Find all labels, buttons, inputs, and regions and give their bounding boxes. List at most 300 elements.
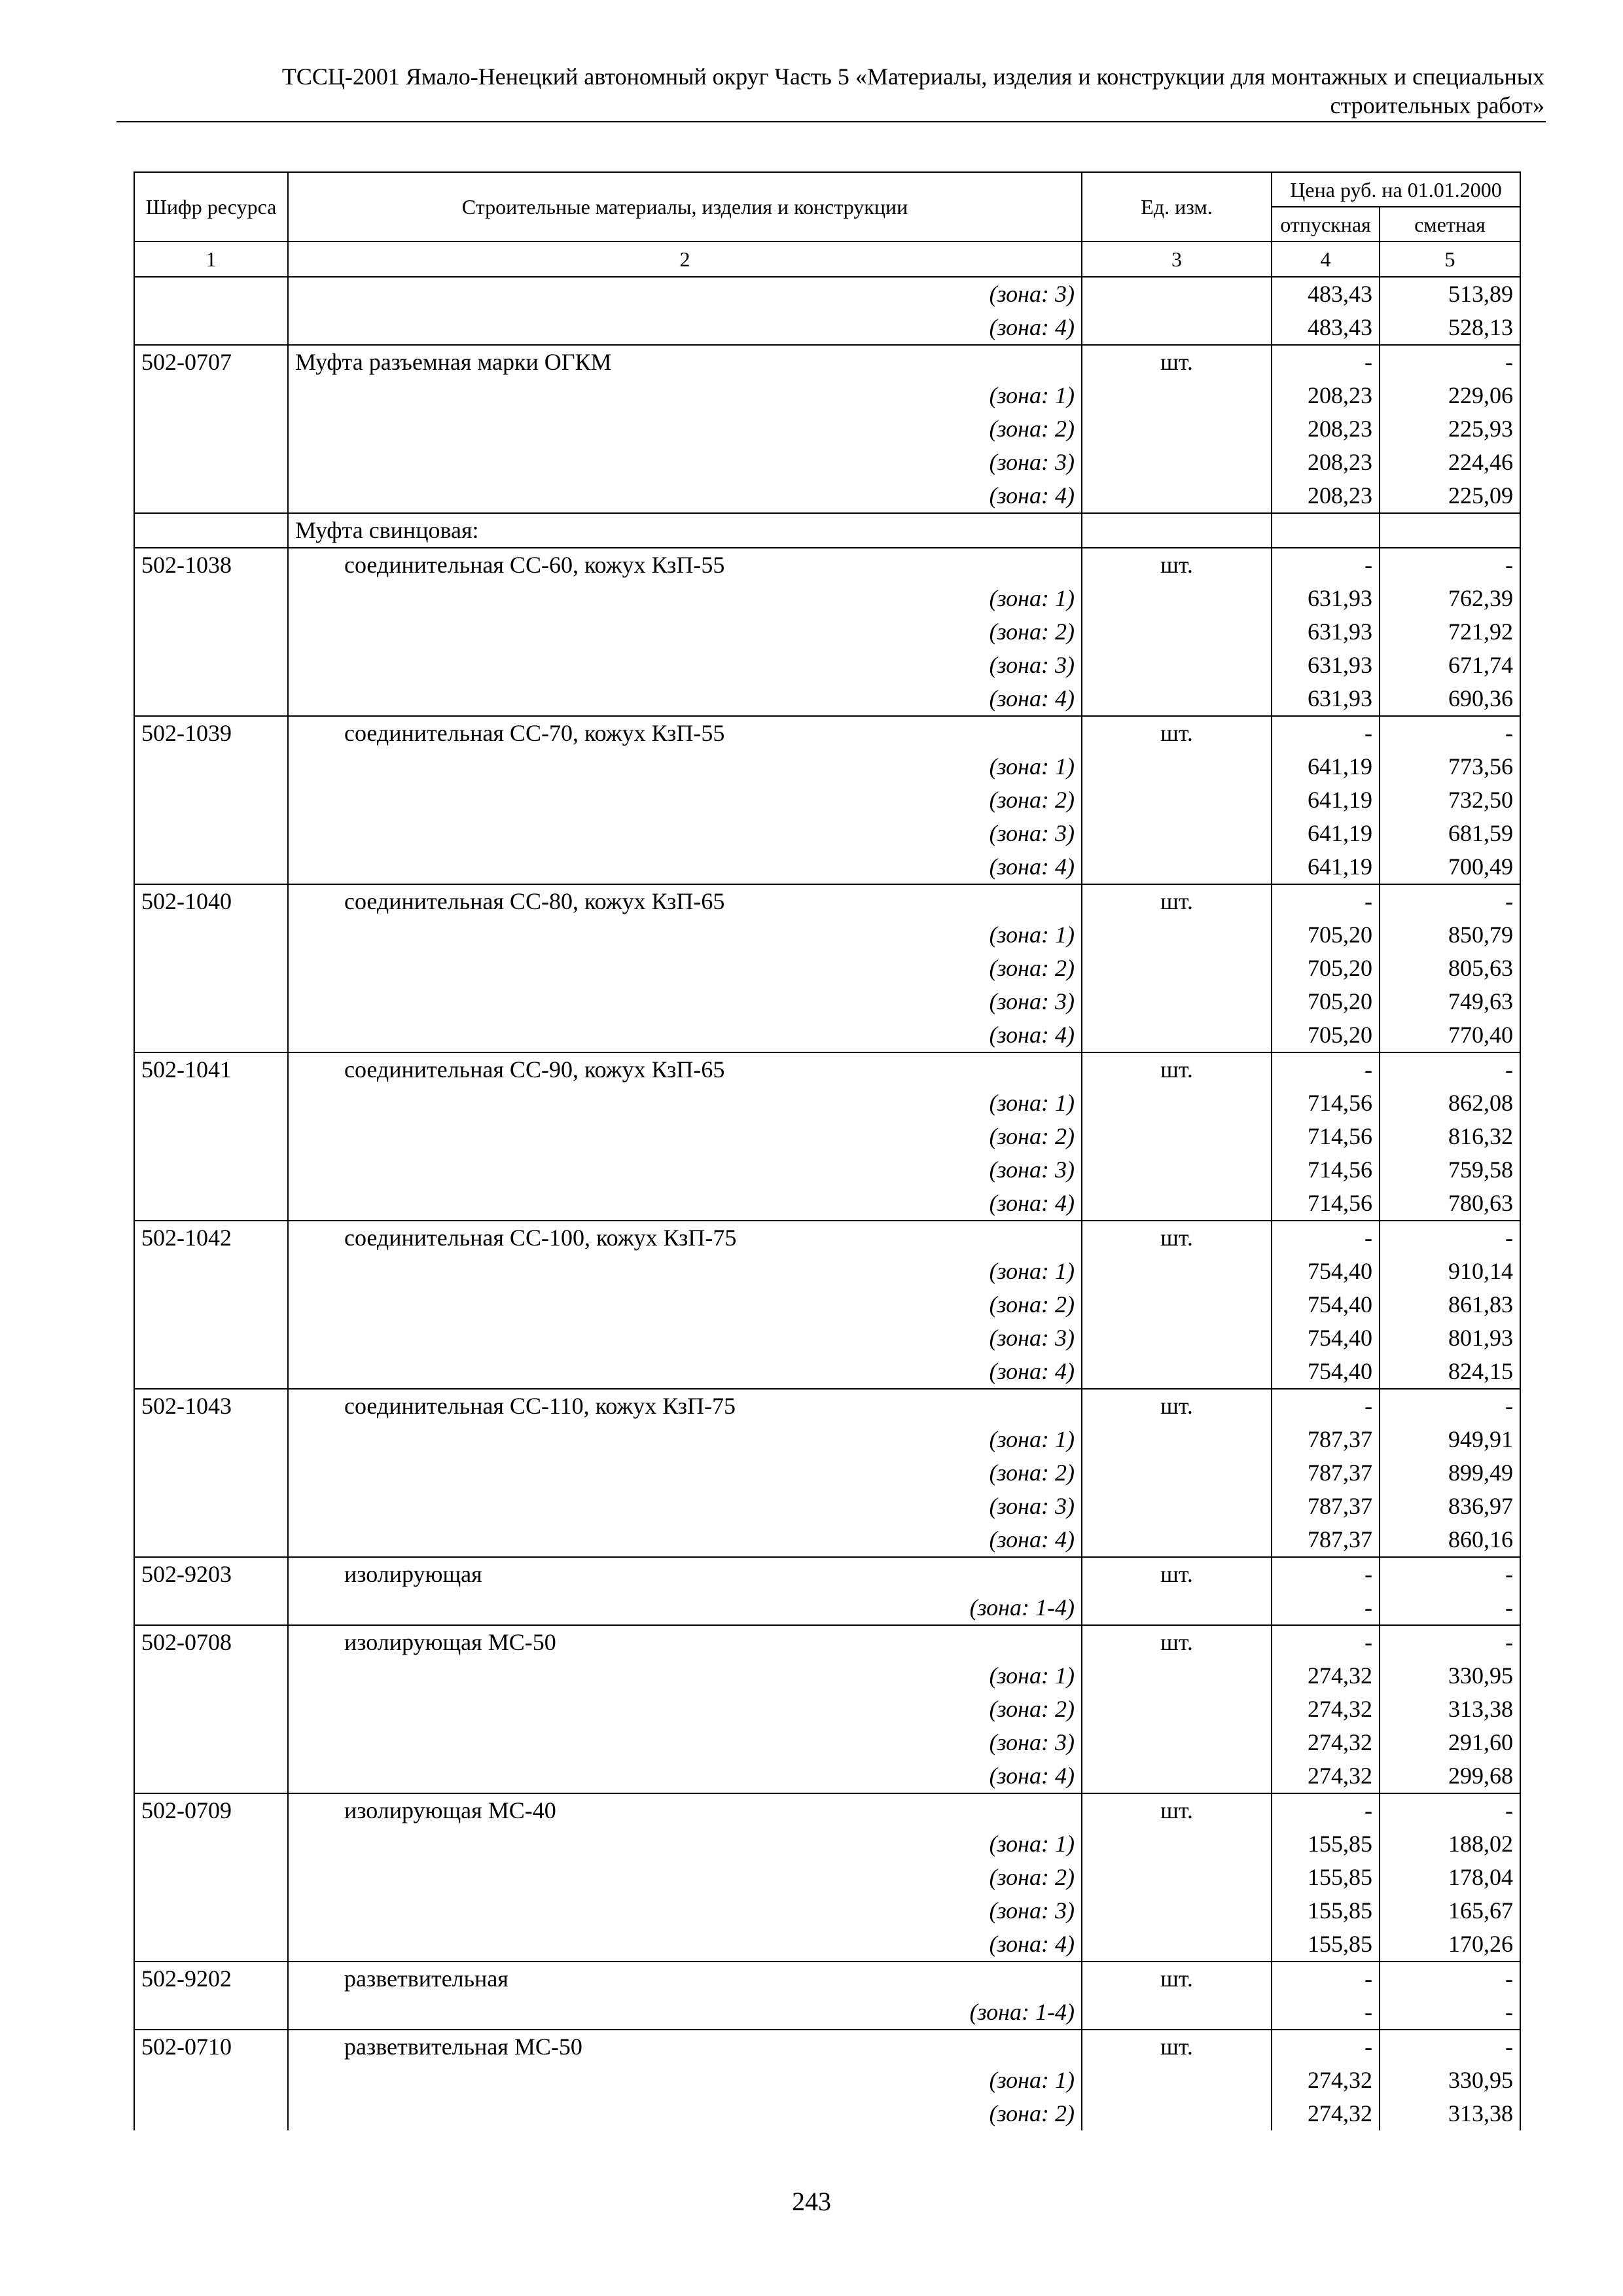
resource-code-cell	[134, 1861, 288, 1894]
release-price-cell: 714,56	[1272, 1187, 1380, 1221]
table-row	[134, 985, 1520, 1018]
unit-cell: шт.	[1082, 1389, 1272, 1423]
material-name-cell: соединительная СС-100, кожух КзП-75	[288, 1221, 1082, 1255]
unit-cell	[1082, 1861, 1272, 1894]
unit-cell	[1082, 2064, 1272, 2097]
material-name-cell: (зона: 1-4)	[288, 1591, 1082, 1625]
material-name-cell: (зона: 3)	[288, 446, 1082, 479]
material-name-cell: (зона: 1)	[288, 1255, 1082, 1288]
estimate-price-cell: -	[1380, 1221, 1520, 1255]
unit-cell: шт.	[1082, 548, 1272, 582]
unit-cell	[1082, 479, 1272, 513]
release-price-cell: 705,20	[1272, 918, 1380, 952]
unit-cell	[1082, 985, 1272, 1018]
release-price-cell: 705,20	[1272, 985, 1380, 1018]
release-price-cell: 274,32	[1272, 2097, 1380, 2130]
release-price-cell: 641,19	[1272, 850, 1380, 884]
table-row	[134, 1086, 1520, 1120]
unit-cell	[1082, 850, 1272, 884]
resource-code-cell: 502-1043	[134, 1389, 288, 1423]
estimate-price-cell: 860,16	[1380, 1523, 1520, 1557]
unit-cell	[1082, 2097, 1272, 2130]
resource-code-cell	[134, 750, 288, 783]
estimate-price-cell: 330,95	[1380, 2064, 1520, 2097]
release-price-cell: 208,23	[1272, 379, 1380, 412]
release-price-cell: 714,56	[1272, 1153, 1380, 1187]
table-row	[134, 1456, 1520, 1490]
resource-code-cell	[134, 1187, 288, 1221]
table-row	[134, 952, 1520, 985]
material-name-cell: (зона: 4)	[288, 1523, 1082, 1557]
resource-code-cell	[134, 649, 288, 682]
estimate-price-cell: -	[1380, 1962, 1520, 1996]
header-estimate-price: сметная	[1380, 207, 1520, 242]
resource-code-cell: 502-0707	[134, 345, 288, 379]
table-row	[134, 1861, 1520, 1894]
table-row	[134, 2097, 1520, 2130]
material-name-cell: (зона: 1)	[288, 918, 1082, 952]
unit-cell	[1082, 649, 1272, 682]
resource-code-cell	[134, 1321, 288, 1355]
resource-code-cell	[134, 952, 288, 985]
estimate-price-cell: 671,74	[1380, 649, 1520, 682]
material-name-cell: изолирующая МС-40	[288, 1793, 1082, 1827]
resource-code-cell	[134, 1523, 288, 1557]
estimate-price-cell: 165,67	[1380, 1894, 1520, 1928]
estimate-price-cell: 805,63	[1380, 952, 1520, 985]
material-name-cell: (зона: 2)	[288, 1861, 1082, 1894]
material-name-cell: (зона: 2)	[288, 952, 1082, 985]
release-price-cell: 274,32	[1272, 1726, 1380, 1759]
estimate-price-cell: 824,15	[1380, 1355, 1520, 1389]
estimate-price-cell: 330,95	[1380, 1659, 1520, 1693]
table-body	[134, 277, 1520, 2130]
release-price-cell: -	[1272, 548, 1380, 582]
table-row	[134, 379, 1520, 412]
resource-code-cell	[134, 615, 288, 649]
unit-cell	[1082, 817, 1272, 850]
material-name-cell: (зона: 4)	[288, 1018, 1082, 1052]
resource-code-cell	[134, 985, 288, 1018]
release-price-cell: 714,56	[1272, 1120, 1380, 1153]
resource-code-cell	[134, 1894, 288, 1928]
release-price-cell: 631,93	[1272, 649, 1380, 682]
material-name-cell: (зона: 4)	[288, 850, 1082, 884]
resource-code-cell	[134, 2064, 288, 2097]
table-row	[134, 1221, 1520, 1255]
resource-code-cell	[134, 446, 288, 479]
unit-cell: шт.	[1082, 2030, 1272, 2064]
release-price-cell: 274,32	[1272, 1659, 1380, 1693]
table-row	[134, 1288, 1520, 1321]
unit-cell	[1082, 1928, 1272, 1962]
unit-cell: шт.	[1082, 1052, 1272, 1086]
estimate-price-cell	[1380, 513, 1520, 548]
estimate-price-cell: 770,40	[1380, 1018, 1520, 1052]
estimate-price-cell: 291,60	[1380, 1726, 1520, 1759]
table-row	[134, 1591, 1520, 1625]
estimate-price-cell: 862,08	[1380, 1086, 1520, 1120]
unit-cell	[1082, 1693, 1272, 1726]
table-row	[134, 1996, 1520, 2030]
header-unit: Ед. изм.	[1082, 172, 1272, 242]
release-price-cell: 754,40	[1272, 1288, 1380, 1321]
estimate-price-cell: 721,92	[1380, 615, 1520, 649]
material-name-cell: (зона: 3)	[288, 649, 1082, 682]
resource-code-cell	[134, 582, 288, 615]
material-name-cell: (зона: 1)	[288, 1659, 1082, 1693]
table-row	[134, 1894, 1520, 1928]
table-row	[134, 716, 1520, 750]
estimate-price-cell: 229,06	[1380, 379, 1520, 412]
table-row	[134, 1355, 1520, 1389]
unit-cell: шт.	[1082, 1793, 1272, 1827]
table-row	[134, 513, 1520, 548]
material-name-cell: (зона: 3)	[288, 1894, 1082, 1928]
release-price-cell: 705,20	[1272, 952, 1380, 985]
resource-code-cell	[134, 379, 288, 412]
table-row	[134, 1120, 1520, 1153]
estimate-price-cell: -	[1380, 1052, 1520, 1086]
estimate-price-cell: 836,97	[1380, 1490, 1520, 1523]
header-rule	[116, 121, 1546, 122]
release-price-cell: 787,37	[1272, 1523, 1380, 1557]
resource-code-cell	[134, 2097, 288, 2130]
unit-cell	[1082, 1423, 1272, 1456]
estimate-price-cell: 225,09	[1380, 479, 1520, 513]
material-name-cell: соединительная СС-70, кожух КзП-55	[288, 716, 1082, 750]
release-price-cell: 705,20	[1272, 1018, 1380, 1052]
estimate-price-cell: 681,59	[1380, 817, 1520, 850]
table-row	[134, 783, 1520, 817]
material-name-cell: (зона: 1)	[288, 750, 1082, 783]
estimate-price-cell: 773,56	[1380, 750, 1520, 783]
unit-cell	[1082, 952, 1272, 985]
estimate-price-cell: 861,83	[1380, 1288, 1520, 1321]
resource-code-cell	[134, 1726, 288, 1759]
material-name-cell: соединительная СС-110, кожух КзП-75	[288, 1389, 1082, 1423]
resource-code-cell	[134, 1423, 288, 1456]
unit-cell	[1082, 1288, 1272, 1321]
release-price-cell: -	[1272, 1793, 1380, 1827]
material-name-cell: соединительная СС-60, кожух КзП-55	[288, 548, 1082, 582]
resource-code-cell	[134, 479, 288, 513]
table-row	[134, 1321, 1520, 1355]
estimate-price-cell: 170,26	[1380, 1928, 1520, 1962]
resource-code-cell	[134, 850, 288, 884]
resource-code-cell: 502-1040	[134, 884, 288, 918]
material-name-cell: (зона: 1)	[288, 379, 1082, 412]
release-price-cell: 754,40	[1272, 1355, 1380, 1389]
table-row	[134, 1052, 1520, 1086]
estimate-price-cell: -	[1380, 716, 1520, 750]
unit-cell: шт.	[1082, 1625, 1272, 1659]
header-name: Строительные материалы, изделия и конструкции	[288, 172, 1082, 242]
material-name-cell: (зона: 4)	[288, 1355, 1082, 1389]
release-price-cell: 631,93	[1272, 582, 1380, 615]
unit-cell	[1082, 918, 1272, 952]
table-row	[134, 2064, 1520, 2097]
estimate-price-cell: 780,63	[1380, 1187, 1520, 1221]
unit-cell	[1082, 1659, 1272, 1693]
resource-code-cell: 502-0709	[134, 1793, 288, 1827]
resource-code-cell	[134, 277, 288, 311]
estimate-price-cell: 690,36	[1380, 682, 1520, 716]
resource-code-cell: 502-1042	[134, 1221, 288, 1255]
release-price-cell: 787,37	[1272, 1456, 1380, 1490]
estimate-price-cell: -	[1380, 884, 1520, 918]
price-table	[134, 171, 1521, 2130]
resource-code-cell: 502-0710	[134, 2030, 288, 2064]
release-price-cell: 155,85	[1272, 1928, 1380, 1962]
material-name-cell: (зона: 4)	[288, 311, 1082, 345]
unit-cell	[1082, 1255, 1272, 1288]
table-row	[134, 1659, 1520, 1693]
material-name-cell: (зона: 3)	[288, 1490, 1082, 1523]
release-price-cell: -	[1272, 345, 1380, 379]
release-price-cell: 155,85	[1272, 1894, 1380, 1928]
estimate-price-cell: -	[1380, 1389, 1520, 1423]
material-name-cell: разветвительная МС-50	[288, 2030, 1082, 2064]
estimate-price-cell: 528,13	[1380, 311, 1520, 345]
unit-cell	[1082, 750, 1272, 783]
material-name-cell: (зона: 1)	[288, 582, 1082, 615]
resource-code-cell	[134, 817, 288, 850]
resource-code-cell: 502-9203	[134, 1557, 288, 1591]
estimate-price-cell: -	[1380, 1996, 1520, 2030]
material-name-cell: (зона: 3)	[288, 1153, 1082, 1187]
release-price-cell: 155,85	[1272, 1827, 1380, 1861]
estimate-price-cell: 224,46	[1380, 446, 1520, 479]
material-name-cell: (зона: 3)	[288, 1321, 1082, 1355]
unit-cell	[1082, 783, 1272, 817]
column-number: 4	[1272, 242, 1380, 277]
unit-cell	[1082, 1996, 1272, 2030]
resource-code-cell	[134, 1288, 288, 1321]
table-row	[134, 345, 1520, 379]
unit-cell	[1082, 379, 1272, 412]
table-row	[134, 1153, 1520, 1187]
resource-code-cell	[134, 513, 288, 548]
table-row	[134, 1625, 1520, 1659]
estimate-price-cell: 949,91	[1380, 1423, 1520, 1456]
table-row	[134, 1389, 1520, 1423]
header-line-2: строительных работ»	[1330, 92, 1544, 118]
estimate-price-cell: -	[1380, 2030, 1520, 2064]
unit-cell	[1082, 615, 1272, 649]
estimate-price-cell: 188,02	[1380, 1827, 1520, 1861]
estimate-price-cell: 225,93	[1380, 412, 1520, 446]
estimate-price-cell: 313,38	[1380, 1693, 1520, 1726]
table-header	[134, 172, 1520, 277]
table-row	[134, 479, 1520, 513]
resource-code-cell	[134, 1355, 288, 1389]
unit-cell	[1082, 1355, 1272, 1389]
release-price-cell: 631,93	[1272, 682, 1380, 716]
table-row	[134, 649, 1520, 682]
release-price-cell: -	[1272, 884, 1380, 918]
column-number: 2	[288, 242, 1082, 277]
release-price-cell: 155,85	[1272, 1861, 1380, 1894]
header-release-price: отпускная	[1272, 207, 1380, 242]
unit-cell	[1082, 277, 1272, 311]
release-price-cell: 483,43	[1272, 311, 1380, 345]
material-name-cell: (зона: 2)	[288, 412, 1082, 446]
resource-code-cell	[134, 412, 288, 446]
table-row	[134, 1793, 1520, 1827]
resource-code-cell	[134, 1827, 288, 1861]
estimate-price-cell: -	[1380, 1793, 1520, 1827]
table-row	[134, 1928, 1520, 1962]
header-line-1: ТССЦ-2001 Ямало-Ненецкий автономный округ Часть 5 «Материалы, изделия и конструкции для монтажных и специальных	[281, 63, 1544, 90]
material-name-cell: (зона: 3)	[288, 1726, 1082, 1759]
unit-cell	[1082, 1456, 1272, 1490]
material-name-cell: разветвительная	[288, 1962, 1082, 1996]
resource-code-cell	[134, 1759, 288, 1793]
release-price-cell: 208,23	[1272, 412, 1380, 446]
release-price-cell: 208,23	[1272, 479, 1380, 513]
release-price-cell: 631,93	[1272, 615, 1380, 649]
unit-cell	[1082, 1827, 1272, 1861]
material-name-cell: (зона: 2)	[288, 1693, 1082, 1726]
material-name-cell: (зона: 4)	[288, 1759, 1082, 1793]
table-row	[134, 850, 1520, 884]
table-row	[134, 1523, 1520, 1557]
unit-cell	[1082, 412, 1272, 446]
unit-cell	[1082, 1591, 1272, 1625]
resource-code-cell	[134, 1153, 288, 1187]
resource-code-cell: 502-1039	[134, 716, 288, 750]
material-name-cell: (зона: 3)	[288, 985, 1082, 1018]
unit-cell	[1082, 1321, 1272, 1355]
column-number: 5	[1380, 242, 1520, 277]
release-price-cell: -	[1272, 1962, 1380, 1996]
unit-cell	[1082, 682, 1272, 716]
page-number: 243	[792, 2187, 831, 2216]
resource-code-cell	[134, 1996, 288, 2030]
resource-code-cell	[134, 682, 288, 716]
material-name-cell: (зона: 2)	[288, 783, 1082, 817]
unit-cell	[1082, 1523, 1272, 1557]
material-name-cell: (зона: 2)	[288, 1120, 1082, 1153]
unit-cell	[1082, 1120, 1272, 1153]
header-price: Цена руб. на 01.01.2000	[1272, 172, 1520, 207]
unit-cell	[1082, 311, 1272, 345]
resource-code-cell	[134, 1490, 288, 1523]
estimate-price-cell: 178,04	[1380, 1861, 1520, 1894]
column-number: 3	[1082, 242, 1272, 277]
unit-cell: шт.	[1082, 1557, 1272, 1591]
table-row	[134, 2030, 1520, 2064]
table-row	[134, 1962, 1520, 1996]
material-name-cell: (зона: 1-4)	[288, 1996, 1082, 2030]
release-price-cell: 714,56	[1272, 1086, 1380, 1120]
table-row	[134, 1693, 1520, 1726]
release-price-cell: 641,19	[1272, 783, 1380, 817]
estimate-price-cell: 313,38	[1380, 2097, 1520, 2130]
material-name-cell: (зона: 4)	[288, 479, 1082, 513]
release-price-cell: 208,23	[1272, 446, 1380, 479]
table-row	[134, 817, 1520, 850]
resource-code-cell	[134, 1659, 288, 1693]
release-price-cell: 641,19	[1272, 817, 1380, 850]
release-price-cell: 274,32	[1272, 1693, 1380, 1726]
table-row	[134, 548, 1520, 582]
material-name-cell: Муфта свинцовая:	[288, 513, 1082, 548]
unit-cell: шт.	[1082, 1962, 1272, 1996]
material-name-cell: изолирующая МС-50	[288, 1625, 1082, 1659]
table-row	[134, 750, 1520, 783]
table-row	[134, 277, 1520, 311]
unit-cell: шт.	[1082, 1221, 1272, 1255]
unit-cell	[1082, 446, 1272, 479]
unit-cell	[1082, 1018, 1272, 1052]
estimate-price-cell: 513,89	[1380, 277, 1520, 311]
material-name-cell: (зона: 3)	[288, 277, 1082, 311]
unit-cell	[1082, 1894, 1272, 1928]
release-price-cell: -	[1272, 716, 1380, 750]
table-row	[134, 412, 1520, 446]
material-name-cell: соединительная СС-80, кожух КзП-65	[288, 884, 1082, 918]
estimate-price-cell: -	[1380, 1625, 1520, 1659]
unit-cell	[1082, 1759, 1272, 1793]
table-row	[134, 1557, 1520, 1591]
resource-code-cell	[134, 1456, 288, 1490]
unit-cell: шт.	[1082, 884, 1272, 918]
unit-cell	[1082, 582, 1272, 615]
unit-cell	[1082, 513, 1272, 548]
release-price-cell: -	[1272, 1052, 1380, 1086]
release-price-cell: 787,37	[1272, 1490, 1380, 1523]
material-name-cell: (зона: 4)	[288, 1928, 1082, 1962]
resource-code-cell	[134, 1255, 288, 1288]
release-price-cell: -	[1272, 1557, 1380, 1591]
material-name-cell: (зона: 1)	[288, 1827, 1082, 1861]
estimate-price-cell: 749,63	[1380, 985, 1520, 1018]
table-row	[134, 1726, 1520, 1759]
release-price-cell: -	[1272, 1221, 1380, 1255]
estimate-price-cell: 850,79	[1380, 918, 1520, 952]
table-row	[134, 311, 1520, 345]
table-row	[134, 884, 1520, 918]
estimate-price-cell: -	[1380, 548, 1520, 582]
resource-code-cell	[134, 1086, 288, 1120]
estimate-price-cell: 910,14	[1380, 1255, 1520, 1288]
release-price-cell: 274,32	[1272, 1759, 1380, 1793]
resource-code-cell	[134, 918, 288, 952]
material-name-cell: (зона: 3)	[288, 817, 1082, 850]
material-name-cell: (зона: 2)	[288, 615, 1082, 649]
unit-cell: шт.	[1082, 716, 1272, 750]
table-row	[134, 1759, 1520, 1793]
material-name-cell: (зона: 4)	[288, 682, 1082, 716]
unit-cell	[1082, 1490, 1272, 1523]
estimate-price-cell: 299,68	[1380, 1759, 1520, 1793]
estimate-price-cell: -	[1380, 1557, 1520, 1591]
material-name-cell: (зона: 2)	[288, 2097, 1082, 2130]
resource-code-cell	[134, 1928, 288, 1962]
unit-cell	[1082, 1726, 1272, 1759]
release-price-cell: -	[1272, 2030, 1380, 2064]
release-price-cell: -	[1272, 1389, 1380, 1423]
release-price-cell: -	[1272, 1625, 1380, 1659]
resource-code-cell: 502-1038	[134, 548, 288, 582]
estimate-price-cell: 899,49	[1380, 1456, 1520, 1490]
release-price-cell: 754,40	[1272, 1321, 1380, 1355]
resource-code-cell: 502-0708	[134, 1625, 288, 1659]
table-row	[134, 682, 1520, 716]
resource-code-cell	[134, 1591, 288, 1625]
